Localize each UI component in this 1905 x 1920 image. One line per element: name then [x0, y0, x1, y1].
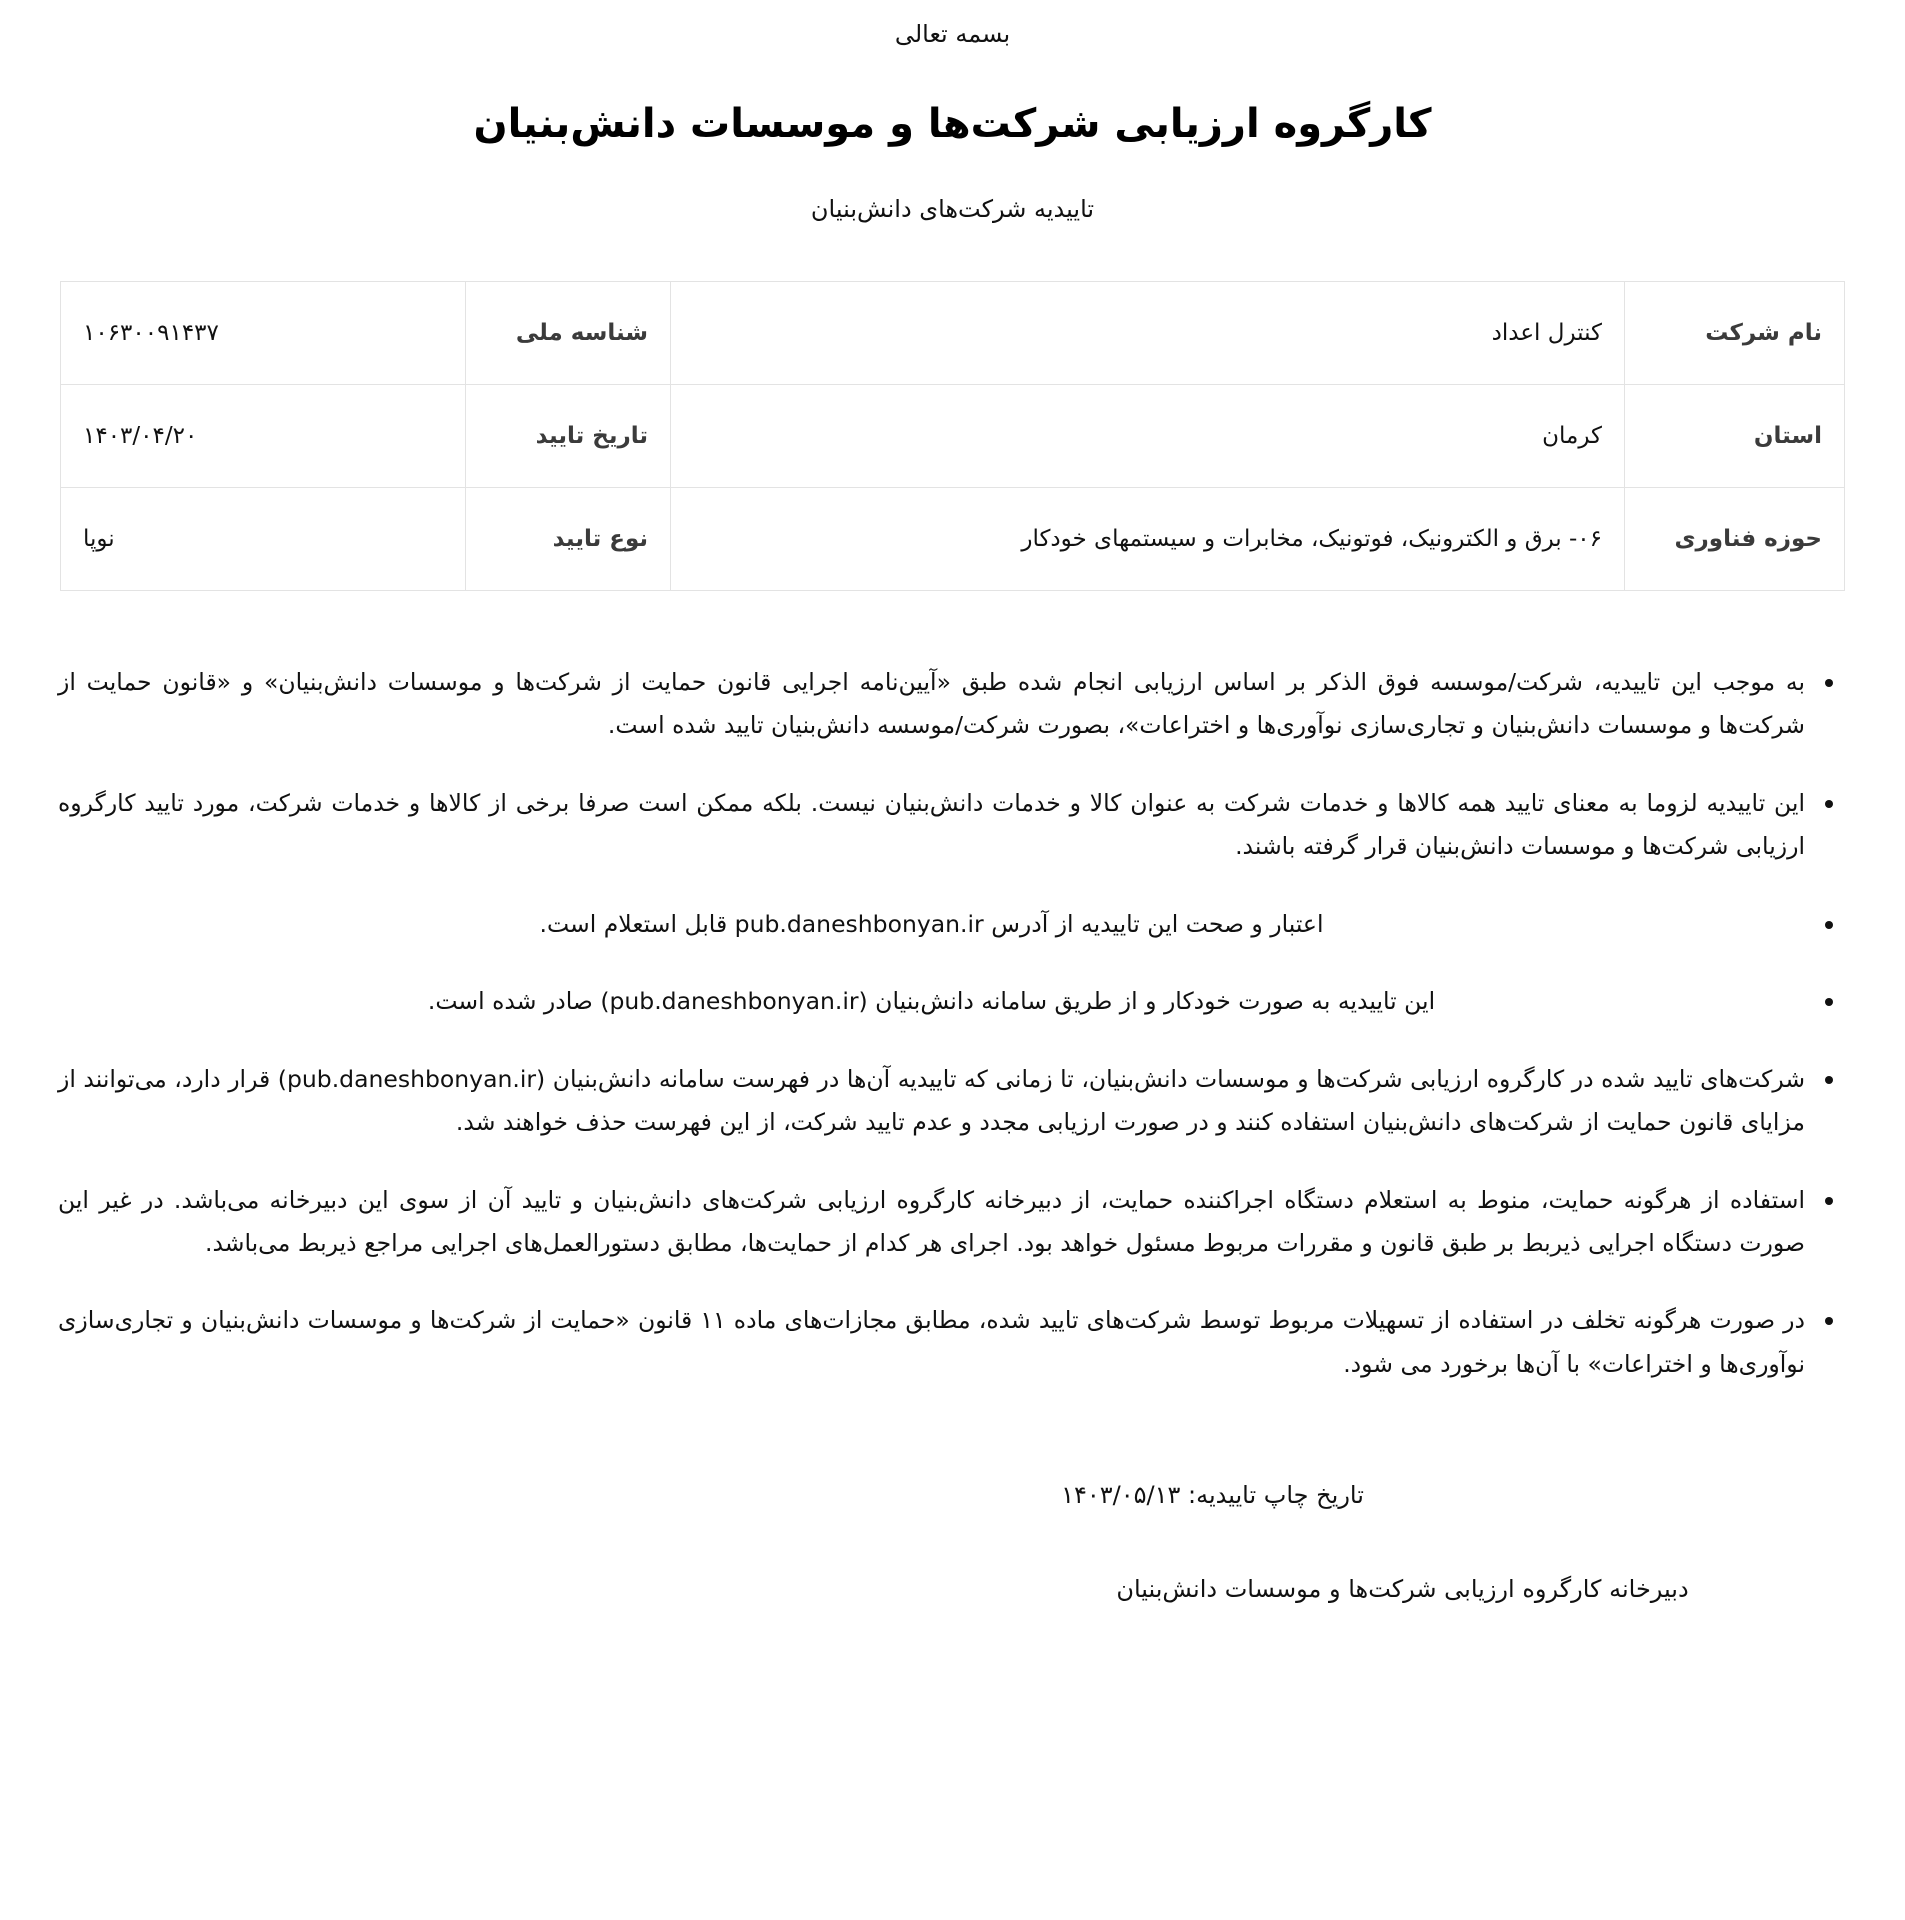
- row-value-national-id: ۱۰۶۳۰۰۹۱۴۳۷: [61, 281, 466, 384]
- table-row: [61, 281, 1845, 384]
- basmala-text: بسمه تعالی: [894, 20, 1011, 48]
- row-label-approval-date: تاریخ تایید: [466, 384, 671, 487]
- company-info-table: [60, 281, 1845, 591]
- list-item: این تاییدیه به صورت خودکار و از طریق سامانه دانش‌بنیان (pub.daneshbonyan.ir) صادر شده است.: [58, 980, 1839, 1023]
- row-label-national-id: شناسه ملی: [466, 281, 671, 384]
- table-row: [61, 487, 1845, 590]
- list-item: به موجب این تاییدیه، شرکت/موسسه فوق الذکر بر اساس ارزیابی انجام شده طبق «آیین‌نامه اجرایی قانون حمایت از شرکت‌ها و موسسات دانش‌بنیان» و «قانون حمایت از شرکت‌ها و موسسات دانش‌بنیان و تجاری‌سازی نوآوری‌ها و اختراعات»، بصورت شرکت/موسسه دانش‌بنیان تایید شده است.: [58, 661, 1839, 748]
- list-item: این تاییدیه لزوما به معنای تایید همه کالاها و خدمات شرکت به عنوان کالا و خدمات دانش‌بنیان نیست. بلکه ممکن است صرفا برخی از کالاها و خدمات شرکت، مورد تایید کارگروه ارزیابی شرکت‌ها و موسسات دانش‌بنیان قرار گرفته باشند.: [58, 782, 1839, 869]
- list-item: شرکت‌های تایید شده در کارگروه ارزیابی شرکت‌ها و موسسات دانش‌بنیان، تا زمانی که تاییدیه آن‌ها در فهرست سامانه دانش‌بنیان (pub.daneshbonyan.ir) قرار دارد، می‌توانند از مزایای قانون حمایت از شرکت‌های دانش‌بنیان استفاده کنند و در صورت ارزیابی مجدد و عدم تایید شرکت، از این فهرست حذف خواهند شد.: [58, 1058, 1839, 1145]
- list-item: استفاده از هرگونه حمایت، منوط به استعلام دستگاه اجراکننده حمایت، از دبیرخانه کارگروه ارزیابی شرکت‌های دانش‌بنیان و تایید آن از سوی این دبیرخانه می‌باشد. در غیر این صورت دستگاه اجرایی ذیربط بر طبق قانون و مقررات مربوط مسئول خواهد بود. اجرای هر کدام از حمایت‌ها، مطابق دستورالعمل‌های اجرایی مراجع ذیربط می‌باشد.: [58, 1179, 1839, 1266]
- row-value-company-name: کنترل اعداد: [671, 281, 1625, 384]
- table-row: [61, 384, 1845, 487]
- row-value-province: کرمان: [671, 384, 1625, 487]
- print-date: تاریخ چاپ تاییدیه: ۱۴۰۳/۰۵/۱۳: [1061, 1481, 1364, 1510]
- issuing-authority: دبیرخانه کارگروه ارزیابی شرکت‌ها و موسسات دانش‌بنیان: [1116, 1575, 1689, 1604]
- list-item: اعتبار و صحت این تاییدیه از آدرس pub.daneshbonyan.ir قابل استعلام است.: [58, 903, 1839, 946]
- page-subtitle: تاییدیه شرکت‌های دانش‌بنیان: [810, 194, 1095, 223]
- row-label-province: استان: [1625, 384, 1845, 487]
- row-value-approval-date: ۱۴۰۳/۰۴/۲۰: [61, 384, 466, 487]
- row-label-approval-type: نوع تایید: [466, 487, 671, 590]
- list-item: در صورت هرگونه تخلف در استفاده از تسهیلات مربوط توسط شرکت‌های تایید شده، مطابق مجازات‌های ماده ۱۱ قانون «حمایت از شرکت‌ها و موسسات دانش‌بنیان و تجاری‌سازی نوآوری‌ها و اختراعات» با آن‌ها برخورد می شود.: [58, 1299, 1839, 1386]
- info-table-wrap: [60, 281, 1845, 591]
- legal-notes-list: [58, 661, 1839, 1387]
- row-value-approval-type: نوپا: [61, 487, 466, 590]
- row-value-tech-field: ۰۶- برق و الکترونیک، فوتونیک، مخابرات و سیستمهای خودکار: [671, 487, 1625, 590]
- row-label-company-name: نام شرکت: [1625, 281, 1845, 384]
- document-footer: [0, 1481, 1905, 1603]
- page-title: کارگروه ارزیابی شرکت‌ها و موسسات دانش‌بنیان: [473, 100, 1432, 147]
- row-label-tech-field: حوزه فناوری: [1625, 487, 1845, 590]
